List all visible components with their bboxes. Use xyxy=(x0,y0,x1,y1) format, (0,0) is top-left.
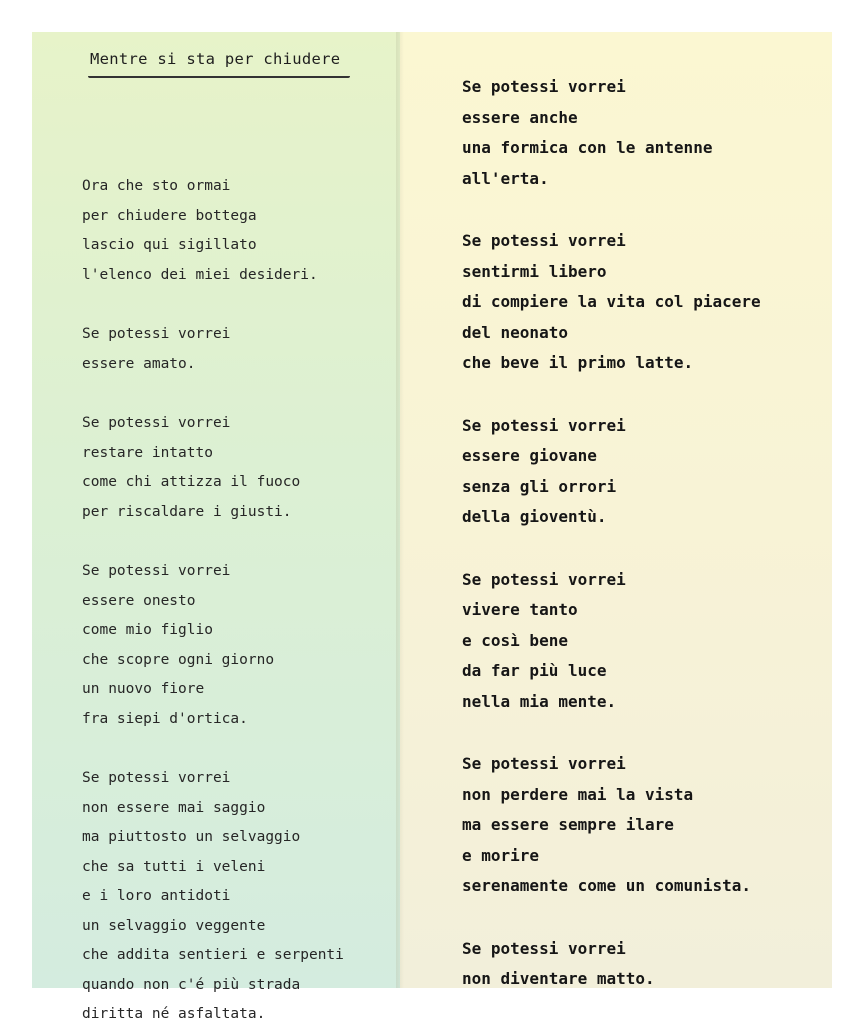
poem-line: l'elenco dei miei desideri. xyxy=(82,266,318,283)
poem-line: che sa tutti i veleni xyxy=(82,858,266,875)
stanza xyxy=(82,764,344,1030)
poem-line: vivere tanto xyxy=(462,600,578,619)
stanza xyxy=(462,749,761,902)
poem-line: della gioventù. xyxy=(462,507,607,526)
stanza xyxy=(462,934,761,995)
poem-line: essere giovane xyxy=(462,446,597,465)
poem-line: che scopre ogni giorno xyxy=(82,651,275,668)
poem-line: per riscaldare i giusti. xyxy=(82,503,292,520)
poem-line: nella mia mente. xyxy=(462,691,617,711)
poem-line: Ora che sto ormai xyxy=(82,178,231,194)
poem-line: essere onesto xyxy=(82,592,196,609)
poem-line: un selvaggio veggente xyxy=(82,917,266,934)
poem-line: ma essere sempre ilare xyxy=(462,815,674,834)
poem-line: Se potessi vorrei xyxy=(82,326,231,342)
stanza xyxy=(462,411,761,533)
poem-line: fra siepi d'ortica. xyxy=(82,710,248,727)
poem-line: serenamente come un comunista. xyxy=(462,876,751,895)
title-underline xyxy=(88,74,350,78)
poem-line: diritta né asfaltata. xyxy=(82,1006,266,1022)
stanza-gap xyxy=(462,194,761,226)
stanza-gap xyxy=(82,734,344,764)
stanza xyxy=(82,557,344,734)
stanza-gap xyxy=(462,379,761,411)
poem-line: non perdere mai la vista xyxy=(462,784,694,804)
stanza xyxy=(82,172,344,290)
poem-line: senza gli orrori xyxy=(462,476,617,496)
stanza-gap xyxy=(462,902,761,934)
poem-line: un nuovo fiore xyxy=(82,681,205,697)
stanza-gap xyxy=(462,717,761,749)
poem-line: da far più luce xyxy=(462,661,607,680)
poem-line: che beve il primo latte. xyxy=(462,353,694,372)
poem-line: essere anche xyxy=(462,107,578,127)
poem-line: e così bene xyxy=(462,630,568,650)
stanza xyxy=(462,226,761,379)
poem-line: come chi attizza il fuoco xyxy=(82,474,301,490)
poem-line: Se potessi vorrei xyxy=(82,563,231,579)
poem-line: Se potessi vorrei xyxy=(462,569,626,589)
poem-line: non diventare matto. xyxy=(462,969,655,988)
stanza xyxy=(82,409,344,527)
left-column xyxy=(82,172,344,1030)
poem-line: ma piuttosto un selvaggio xyxy=(82,829,301,845)
poem-line: non essere mai saggio xyxy=(82,799,266,816)
poem-line: sentirmi libero xyxy=(462,261,607,281)
poem-line: che addita sentieri e serpenti xyxy=(82,947,344,963)
poem-line: quando non c'é più strada xyxy=(82,976,301,993)
poem-line: del neonato xyxy=(462,322,568,342)
poem-line: Se potessi vorrei xyxy=(462,754,626,773)
right-column xyxy=(462,72,761,995)
poem-line: e i loro antidoti xyxy=(82,888,231,904)
poem-line: come mio figlio xyxy=(82,622,213,638)
page-gutter xyxy=(396,32,404,988)
poem-line: una formica con le antenne xyxy=(462,138,713,157)
stanza-gap xyxy=(462,533,761,565)
poem-line: Se potessi vorrei xyxy=(82,415,231,431)
stanza-gap xyxy=(82,379,344,409)
stanza xyxy=(462,72,761,194)
poem-line: per chiudere bottega xyxy=(82,207,257,224)
poem-line: Se potessi vorrei xyxy=(462,77,626,96)
document-page xyxy=(32,32,832,1022)
poem-line: essere amato. xyxy=(82,355,196,372)
poem-line: Se potessi vorrei xyxy=(462,938,626,958)
poem-line: Se potessi vorrei xyxy=(462,415,626,435)
stanza xyxy=(462,565,761,718)
poem-line: Se potessi vorrei xyxy=(462,231,626,250)
poem-line: restare intatto xyxy=(82,444,213,461)
stanza-gap xyxy=(82,527,344,557)
stanza-gap xyxy=(82,290,344,320)
poem-line: all'erta. xyxy=(462,168,549,188)
stanza xyxy=(82,320,344,379)
poem-line: e morire xyxy=(462,845,540,865)
poem-line: lascio qui sigillato xyxy=(82,237,257,253)
poem-line: di compiere la vita col piacere xyxy=(462,292,761,311)
poem-line: Se potessi vorrei xyxy=(82,770,231,786)
poem-title: Mentre si sta per chiudere xyxy=(90,50,341,68)
